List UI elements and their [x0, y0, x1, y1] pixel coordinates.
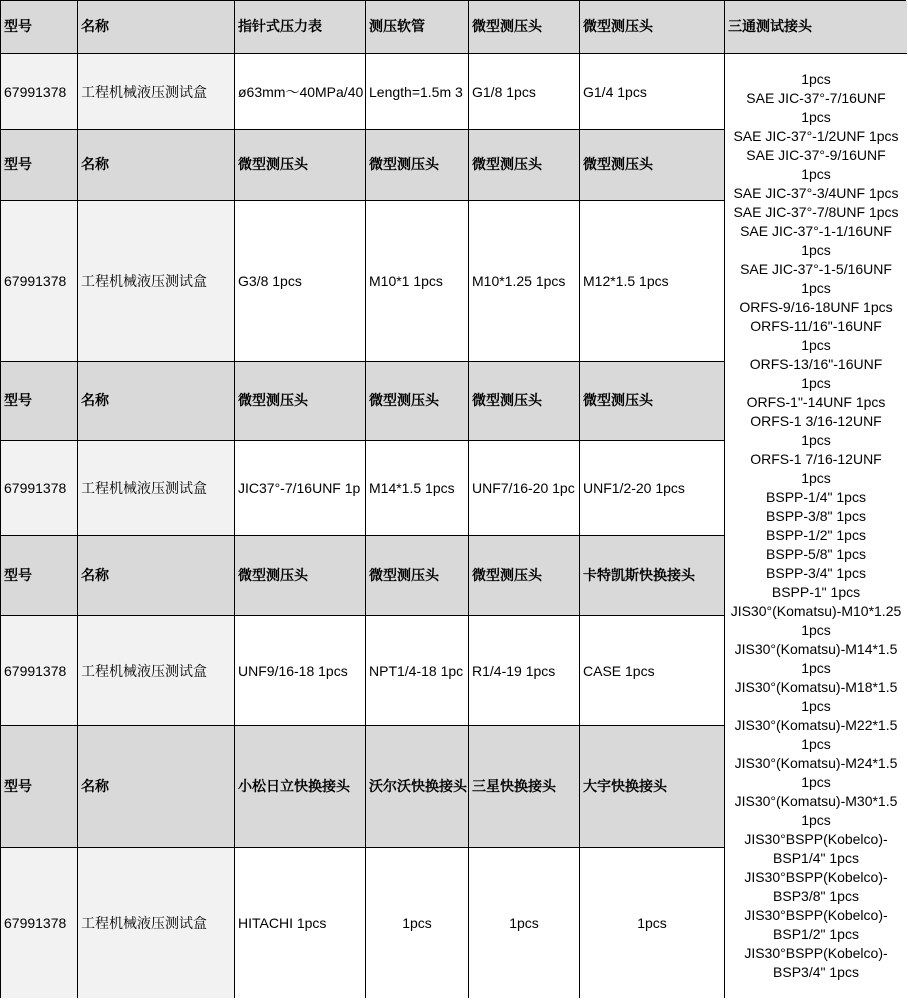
tee-line: ORFS-1 3/16-12UNF: [750, 413, 882, 429]
tee-line: 1pcs: [801, 109, 831, 125]
tee-line: SAE JIC-37°-7/8UNF 1pcs: [733, 204, 899, 220]
tee-line: 1pcs: [801, 470, 831, 486]
cell-coupling: M12*1.5 1pcs: [580, 201, 725, 362]
header-col5: 微型测压头: [469, 130, 580, 201]
cell-name: 工程机械液压测试盒: [78, 201, 235, 362]
tee-line: JIS30°(Komatsu)-M18*1.5: [734, 679, 898, 695]
tee-line: BSPP-5/8" 1pcs: [766, 546, 866, 562]
tee-line: BSP3/4" 1pcs: [773, 964, 859, 980]
tee-line: BSPP-1" 1pcs: [771, 584, 861, 600]
tee-line: JIS30°BSPP(Kobelco)-: [744, 945, 888, 961]
tee-line: SAE JIC-37°-9/16UNF: [746, 147, 886, 163]
tee-line: ORFS-9/16-18UNF 1pcs: [739, 299, 893, 315]
tee-line: SAE JIC-37°-1-5/16UNF: [740, 261, 892, 277]
tee-line: 1pcs: [801, 736, 831, 752]
header-col6: 微型测压头: [580, 1, 725, 54]
cell-coupling: UNF7/16-20 1pc: [469, 441, 580, 536]
tee-line: BSPP-1/2" 1pcs: [766, 527, 866, 543]
cell-name: 工程机械液压测试盒: [78, 848, 235, 998]
cell-quick-coupler: 1pcs: [580, 848, 725, 998]
tee-line: JIS30°(Komatsu)-M30*1.5: [734, 793, 898, 809]
tee-line: BSPP-1/4" 1pcs: [766, 489, 866, 505]
tee-line: 1pcs: [801, 622, 831, 638]
header-col3: 微型测压头: [235, 130, 366, 201]
header-col3: 指针式压力表: [235, 1, 366, 54]
header-name: 名称: [78, 362, 235, 441]
header-model: 型号: [1, 130, 78, 201]
cell-model: 67991378: [1, 54, 78, 130]
header-col6: 卡特凯斯快换接头: [580, 536, 725, 616]
tee-line: SAE JIC-37°-7/16UNF: [746, 90, 886, 106]
cell-coupling: UNF1/2-20 1pcs: [580, 441, 725, 536]
cell-coupling: M10*1 1pcs: [366, 201, 469, 362]
header-col3: 小松日立快换接头: [235, 726, 366, 848]
header-col5: 三星快换接头: [469, 726, 580, 848]
header-name: 名称: [78, 726, 235, 848]
header-tee-fittings: 三通测试接头: [725, 1, 907, 54]
tee-fitting-list: [725, 54, 907, 998]
cell-model: 67991378: [1, 201, 78, 362]
tee-line: JIS30°(Komatsu)-M10*1.25: [730, 603, 902, 619]
header-col4: 微型测压头: [366, 362, 469, 441]
cell-coupling: G3/8 1pcs: [235, 201, 366, 362]
tee-line: ORFS-1 7/16-12UNF: [750, 451, 882, 467]
tee-line: SAE JIC-37°-3/4UNF 1pcs: [733, 185, 899, 201]
header-col3: 微型测压头: [235, 536, 366, 616]
cell-name: 工程机械液压测试盒: [78, 616, 235, 726]
header-model: 型号: [1, 536, 78, 616]
header-col4: 微型测压头: [366, 130, 469, 201]
header-col4: 微型测压头: [366, 536, 469, 616]
tee-line: 1pcs: [801, 660, 831, 676]
tee-line: BSPP-3/4" 1pcs: [766, 565, 866, 581]
header-col5: 微型测压头: [469, 1, 580, 54]
cell-coupling: M10*1.25 1pcs: [469, 201, 580, 362]
header-col5: 微型测压头: [469, 362, 580, 441]
header-col6: 大宇快换接头: [580, 726, 725, 848]
cell-coupling: R1/4-19 1pcs: [469, 616, 580, 726]
cell-model: 67991378: [1, 441, 78, 536]
tee-line: 1pcs: [801, 166, 831, 182]
cell-model: 67991378: [1, 616, 78, 726]
header-col6: 微型测压头: [580, 362, 725, 441]
tee-line: 1pcs: [801, 698, 831, 714]
tee-line: 1pcs: [801, 71, 831, 87]
cell-coupling: G1/4 1pcs: [580, 54, 725, 130]
tee-line: 1pcs: [801, 432, 831, 448]
header-model: 型号: [1, 726, 78, 848]
header-col4: 沃尔沃快换接头: [366, 726, 469, 848]
tee-line: ORFS-1"-14UNF 1pcs: [746, 394, 886, 410]
header-col4: 测压软管: [366, 1, 469, 54]
cell-model: 67991378: [1, 848, 78, 998]
tee-line: JIS30°BSPP(Kobelco)-: [744, 869, 888, 885]
tee-line: 1pcs: [801, 242, 831, 258]
cell-coupling: UNF9/16-18 1pcs: [235, 616, 366, 726]
cell-quick-coupler: CASE 1pcs: [580, 616, 725, 726]
cell-coupling: G1/8 1pcs: [469, 54, 580, 130]
tee-line: BSP3/8" 1pcs: [773, 888, 859, 904]
tee-line: ORFS-11/16"-16UNF: [750, 318, 882, 334]
cell-coupling: NPT1/4-18 1pc: [366, 616, 469, 726]
tee-line: BSPP-3/8" 1pcs: [766, 508, 866, 524]
tee-line: JIS30°BSPP(Kobelco)-: [744, 907, 888, 923]
header-col5: 微型测压头: [469, 536, 580, 616]
cell-hose: Length=1.5m 3: [366, 54, 469, 130]
tee-line: 1pcs: [801, 337, 831, 353]
tee-line: JIS30°(Komatsu)-M22*1.5: [734, 717, 898, 733]
cell-quick-coupler: 1pcs: [366, 848, 469, 998]
tee-line: 1pcs: [801, 812, 831, 828]
tee-line: BSP1/2" 1pcs: [773, 926, 859, 942]
tee-line: SAE JIC-37°-1/2UNF 1pcs: [733, 128, 899, 144]
cell-quick-coupler: HITACHI 1pcs: [235, 848, 366, 998]
tee-line: 1pcs: [801, 375, 831, 391]
cell-quick-coupler: 1pcs: [469, 848, 580, 998]
tee-line: JIS30°(Komatsu)-M14*1.5: [734, 641, 898, 657]
cell-name: 工程机械液压测试盒: [78, 441, 235, 536]
tee-line: 1pcs: [801, 774, 831, 790]
header-name: 名称: [78, 536, 235, 616]
tee-line: JIS30°(Komatsu)-M24*1.5: [734, 755, 898, 771]
cell-coupling: M14*1.5 1pcs: [366, 441, 469, 536]
cell-name: 工程机械液压测试盒: [78, 54, 235, 130]
tee-line: 1pcs: [801, 280, 831, 296]
header-name: 名称: [78, 1, 235, 54]
header-col3: 微型测压头: [235, 362, 366, 441]
tee-line: JIS30°BSPP(Kobelco)-: [744, 831, 888, 847]
header-name: 名称: [78, 130, 235, 201]
cell-gauge: ø63mm～40MPa/40: [235, 54, 366, 130]
tee-line: BSP1/4" 1pcs: [773, 850, 859, 866]
tee-line: ORFS-13/16"-16UNF: [749, 356, 883, 372]
header-model: 型号: [1, 1, 78, 54]
cell-coupling: JIC37°-7/16UNF 1p: [235, 441, 366, 536]
tee-line: SAE JIC-37°-1-1/16UNF: [740, 223, 892, 239]
header-model: 型号: [1, 362, 78, 441]
header-col6: 微型测压头: [580, 130, 725, 201]
